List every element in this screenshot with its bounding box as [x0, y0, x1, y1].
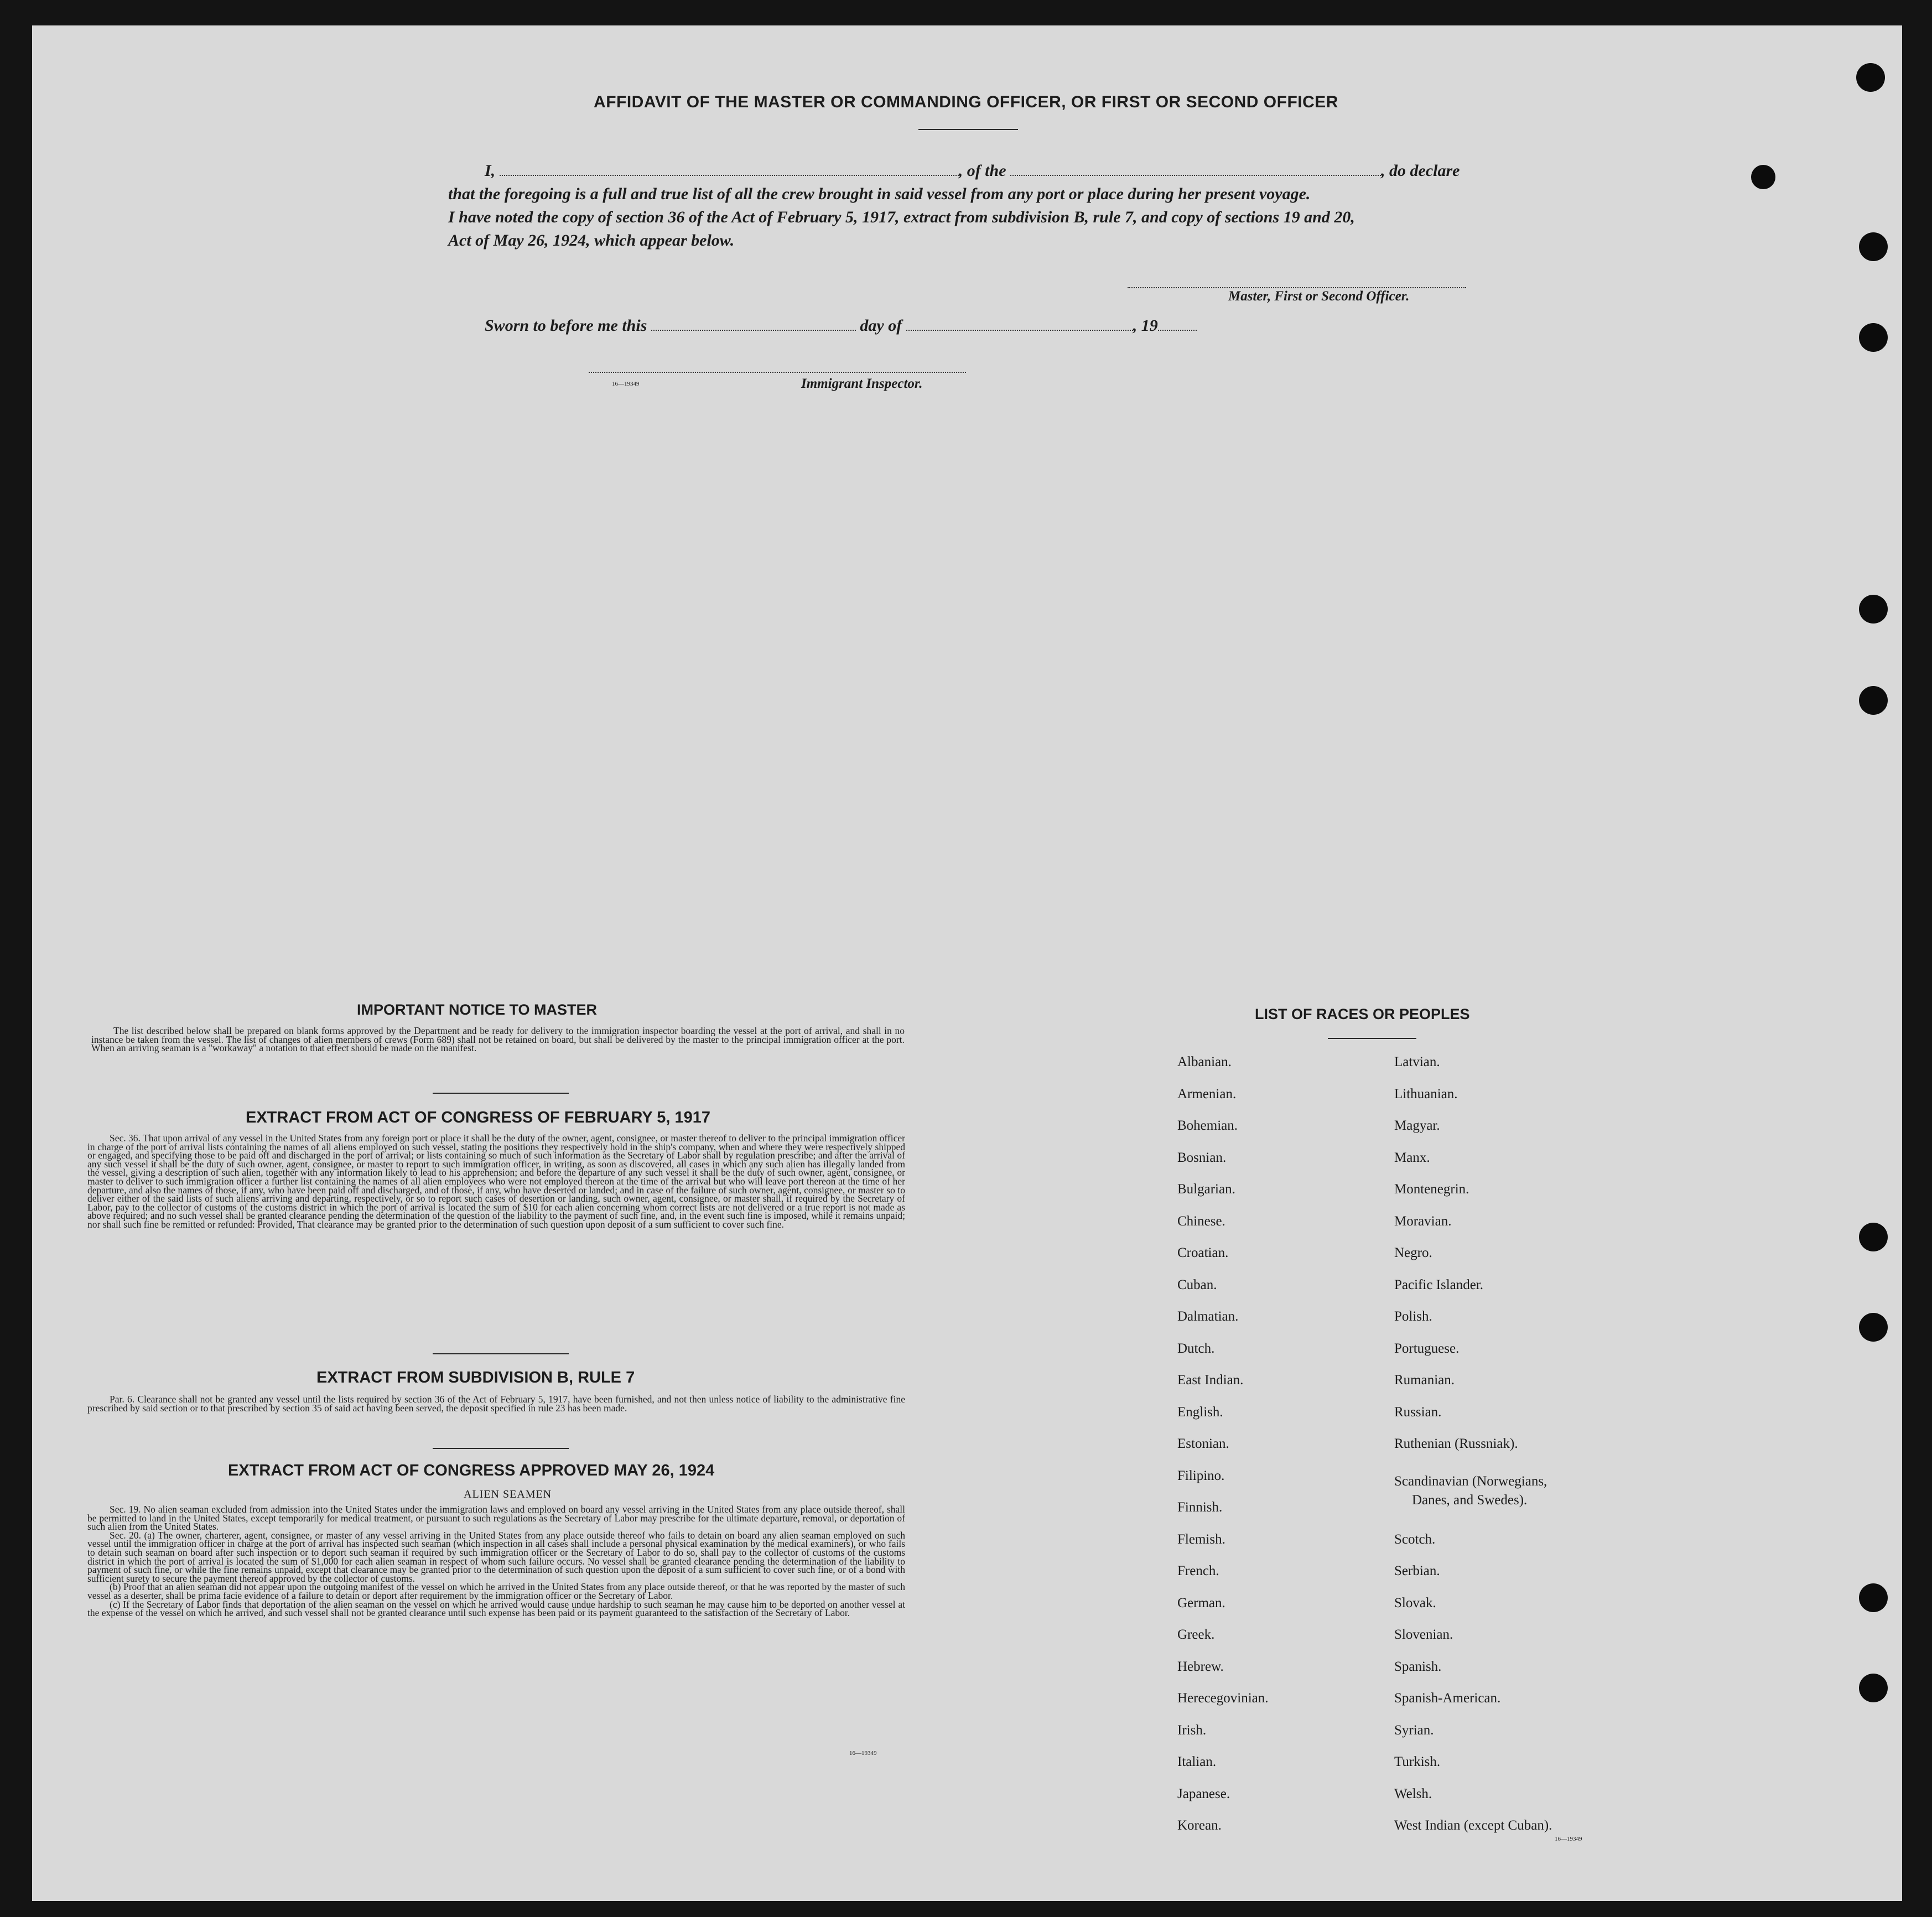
- race-item: Turkish.: [1394, 1754, 1441, 1769]
- race-item: Irish.: [1177, 1723, 1207, 1738]
- inspector-signature-label: Immigrant Inspector.: [801, 376, 923, 391]
- race-item: Herecegovinian.: [1177, 1691, 1269, 1706]
- master-signature-line[interactable]: [1128, 287, 1466, 288]
- sec-19-text: Sec. 19. No alien seaman excluded from admission into the United States under the immigration laws and employed on board any vessel arriving in the United States from any place outside thereof, shall be permitted to land in the United States, except temporarily for medical treatment, or pursuant to such regulations as the Secretary of Labor may prescribe for the ultimate departure, removal, or deportation of such alien from the United States.: [87, 1504, 905, 1532]
- form-sheet: [32, 25, 1902, 1901]
- sec-20a-text: Sec. 20. (a) The owner, charterer, agent, consignee, or master of any vessel arriving in the United States from any place outside thereof who fails to detain on board any alien seaman employed on such vessel until the immigration officer in charge at the port of arrival has inspected such seaman (which inspection in all cases shall include a personal physical examination by the medical examiners), or who fails to detain such seaman on board after such inspection or to deport such seaman if required by such immigration officer or the Secretary of Labor to do so, shall pay to the collector of customs of the customs district in which the port of arrival is located the sum of $1,000 for each alien seaman in respect of whom such failure occurs. No vessel shall be granted clearance pending the determination of the liability to payment of such fine, or while the fine remains unpaid, except that clearance may be granted prior to the determination of such question upon the deposit of a sum sufficient to cover such fine, or of a bond with sufficient surety to secure the payment thereof approved by the collector of customs.: [87, 1529, 905, 1584]
- race-item: Japanese.: [1177, 1786, 1230, 1801]
- extract-1917-title: EXTRACT FROM ACT OF CONGRESS OF FEBRUARY 5, 1917: [246, 1109, 711, 1126]
- race-item: Negro.: [1394, 1245, 1432, 1260]
- title-divider: [918, 129, 1018, 130]
- sworn-day-field[interactable]: [651, 330, 856, 331]
- inspector-signature-line[interactable]: [589, 372, 966, 373]
- binder-hole: [1859, 232, 1888, 261]
- race-item: Polish.: [1394, 1309, 1432, 1324]
- sworn-month-field[interactable]: [906, 330, 1133, 331]
- affidavit-title: AFFIDAVIT OF THE MASTER OR COMMANDING OFFICER, OR FIRST OR SECOND OFFICER: [594, 93, 1338, 111]
- race-item: Spanish.: [1394, 1659, 1442, 1674]
- of-the-label: , of the: [958, 162, 1006, 180]
- race-item: Latvian.: [1394, 1054, 1440, 1069]
- notice-title: IMPORTANT NOTICE TO MASTER: [357, 1001, 597, 1018]
- binder-hole: [1859, 686, 1888, 715]
- race-item: Albanian.: [1177, 1054, 1232, 1069]
- race-item: Rumanian.: [1394, 1373, 1455, 1388]
- race-item: Hebrew.: [1177, 1659, 1224, 1674]
- day-of-label: day of: [860, 316, 902, 335]
- race-item: Welsh.: [1394, 1786, 1432, 1801]
- race-item: English.: [1177, 1405, 1223, 1420]
- race-item: Scandinavian (Norwegians,: [1394, 1474, 1547, 1489]
- race-item: Bohemian.: [1177, 1118, 1238, 1133]
- i-label: I,: [485, 162, 496, 180]
- race-item: Syrian.: [1394, 1723, 1434, 1738]
- affidavit-line-1: [485, 162, 1460, 180]
- race-item: Moravian.: [1394, 1214, 1452, 1229]
- race-item: Danes, and Swedes).: [1412, 1493, 1528, 1508]
- race-item: Serbian.: [1394, 1563, 1440, 1578]
- master-signature-label: Master, First or Second Officer.: [1228, 289, 1410, 304]
- race-item: Portuguese.: [1394, 1341, 1460, 1356]
- affidavit-line-4: Act of May 26, 1924, which appear below.: [448, 231, 735, 250]
- race-item: Greek.: [1177, 1627, 1215, 1642]
- sworn-label: Sworn to before me this: [485, 316, 647, 335]
- race-item: Scotch.: [1394, 1532, 1436, 1547]
- race-item: Russian.: [1394, 1405, 1442, 1420]
- declare-label: , do declare: [1381, 162, 1460, 180]
- race-item: German.: [1177, 1596, 1225, 1611]
- year-field[interactable]: [1158, 330, 1197, 331]
- section-divider: [433, 1353, 569, 1354]
- race-item: Ruthenian (Russniak).: [1394, 1436, 1518, 1451]
- year-label: , 19: [1133, 316, 1158, 335]
- race-item: Finnish.: [1177, 1500, 1223, 1515]
- race-item: Pacific Islander.: [1394, 1277, 1484, 1292]
- race-item: Slovak.: [1394, 1596, 1436, 1611]
- binder-hole: [1859, 1674, 1888, 1702]
- sec-20c-text: (c) If the Secretary of Labor finds that deportation of the alien seaman on the vessel on which he arrived would cause undue hardship to such seaman he may cause him to be deported on another vessel at the expense of the vessel on which he arrived, and such vessel shall not be granted clearance until such expense has been paid or its payment guaranteed to the satisfaction of the Secretary of Labor.: [87, 1598, 905, 1619]
- section-divider: [433, 1448, 569, 1449]
- extract-1924-text: [87, 1505, 905, 1618]
- race-item: Magyar.: [1394, 1118, 1440, 1133]
- rule7-text: Par. 6. Clearance shall not be granted any vessel until the lists required by section 36 of the Act of February 5, 1917, have been furnished, and not then unless notice of liability to the administrative fine prescribed by said section or to that prescribed by section 35 of said act having been served, the deposit specified in rule 23 has been made.: [87, 1394, 905, 1414]
- race-item: Korean.: [1177, 1818, 1222, 1833]
- race-item: Bulgarian.: [1177, 1182, 1235, 1197]
- notice-text: The list described below shall be prepared on blank forms approved by the Department and be ready for delivery to the immigration inspector boarding the vessel at the port of arrival, and shall in no instance be taken from the vessel. The list of changes of alien members of crews (Form 689) shall not be retained on board, but shall be delivered by the master to the principal immigration officer at the port. When an arriving seaman is a "workaway" a notation to that effect should be made on the manifest.: [91, 1025, 905, 1054]
- form-number: 16—19349: [612, 381, 640, 387]
- race-item: Flemish.: [1177, 1532, 1225, 1547]
- race-item: Croatian.: [1177, 1245, 1229, 1260]
- race-item: East Indian.: [1177, 1373, 1244, 1388]
- race-item: Lithuanian.: [1394, 1087, 1458, 1102]
- races-divider: [1328, 1038, 1416, 1039]
- race-item: Dalmatian.: [1177, 1309, 1239, 1324]
- binder-hole: [1859, 323, 1888, 352]
- name-field[interactable]: [500, 175, 959, 176]
- binder-hole: [1859, 595, 1888, 624]
- binder-hole: [1856, 63, 1885, 92]
- form-number: 16—19349: [1555, 1836, 1582, 1842]
- race-item: West Indian (except Cuban).: [1394, 1818, 1552, 1833]
- extract-1917-text: Sec. 36. That upon arrival of any vessel in the United States from any foreign port or place it shall be the duty of the owner, agent, consignee, or master thereof to deliver to the principal immigration officer in charge of the port of arrival lists containing the names of all aliens employed on such vessel, stating the positions they respectively hold in the ship's company, when and where they were respectively shipped or engaged, and specifying those to be paid off and discharged in the port of arrival; or lists containing so much of such information as the Secretary of Labor shall by regulation prescribe; and after the arrival of any such vessel it shall be the duty of such owner, agent, consignee, or master to report to such immigration officer, in writing, as soon as discovered, all cases in which any such alien has illegally landed from the vessel, giving a description of such alien, together with any information likely to lead to his apprehension; and before the departure of any such vessel it shall be the duty of such owner, agent, consignee, or master to deliver to such immigration officer a further list containing the names of all alien employees who were not employed thereon at the time of the arrival but who will leave port thereon at the time of her departure, and also the names of those, if any, who have been paid off and discharged, and of those, if any, who have deserted or landed; and in case of the failure of such owner, agent, consignee, or master so to deliver either of the said lists of such aliens arriving and departing, respectively, or so to report such cases of desertion or landing, such owner, agent, consignee, or master shall, if required by the Secretary of Labor, pay to the collector of customs of the customs district in which the port of arrival is located the sum of $10 for each alien concerning whom correct lists are not delivered or a true report is not made as above required; and no such vessel shall be granted clearance pending the determination of the question of the liability to the payment of such fine, and, in the event such fine is imposed, while it remains unpaid; nor shall such fine be remitted or refunded: Provided, That clearance may be granted prior to the determination of such question upon deposit of a sum sufficient to cover such fine.: [87, 1132, 905, 1230]
- binder-hole: [1859, 1583, 1888, 1612]
- race-item: Manx.: [1394, 1150, 1430, 1165]
- races-title: LIST OF RACES OR PEOPLES: [1255, 1006, 1470, 1022]
- race-item: Bosnian.: [1177, 1150, 1227, 1165]
- sworn-line: [485, 316, 1197, 335]
- race-item: Armenian.: [1177, 1087, 1237, 1102]
- race-item: Cuban.: [1177, 1277, 1217, 1292]
- form-number: 16—19349: [849, 1750, 877, 1757]
- rule7-title: EXTRACT FROM SUBDIVISION B, RULE 7: [316, 1369, 635, 1386]
- race-item: Spanish-American.: [1394, 1691, 1501, 1706]
- race-item: Montenegrin.: [1394, 1182, 1469, 1197]
- binder-hole: [1859, 1313, 1888, 1342]
- race-item: Italian.: [1177, 1754, 1217, 1769]
- alien-seamen-subtitle: ALIEN SEAMEN: [464, 1488, 552, 1500]
- race-item: Slovenian.: [1394, 1627, 1453, 1642]
- section-divider: [433, 1093, 569, 1094]
- vessel-field[interactable]: [1010, 175, 1381, 176]
- affidavit-line-3: I have noted the copy of section 36 of the Act of February 5, 1917, extract from subdivision B, rule 7, and copy of sections 19 and 20,: [448, 208, 1355, 226]
- race-item: Estonian.: [1177, 1436, 1229, 1451]
- affidavit-line-2: that the foregoing is a full and true list of all the crew brought in said vessel from any port or place during her present voyage.: [448, 185, 1311, 203]
- race-item: Chinese.: [1177, 1214, 1225, 1229]
- race-item: French.: [1177, 1563, 1219, 1578]
- sec-20b-text: (b) Proof that an alien seaman did not appear upon the outgoing manifest of the vessel on which he arrived in the United States from any place outside thereof, or that he was reported by the master of such vessel as a deserter, shall be prima facie evidence of a failure to detain or deport after requirement by the immigration officer or the Secretary of Labor.: [87, 1581, 905, 1601]
- binder-hole: [1859, 1223, 1888, 1251]
- race-item: Dutch.: [1177, 1341, 1215, 1356]
- binder-hole: [1751, 165, 1775, 189]
- extract-1924-title: EXTRACT FROM ACT OF CONGRESS APPROVED MAY 26, 1924: [228, 1462, 715, 1479]
- race-item: Filipino.: [1177, 1468, 1225, 1483]
